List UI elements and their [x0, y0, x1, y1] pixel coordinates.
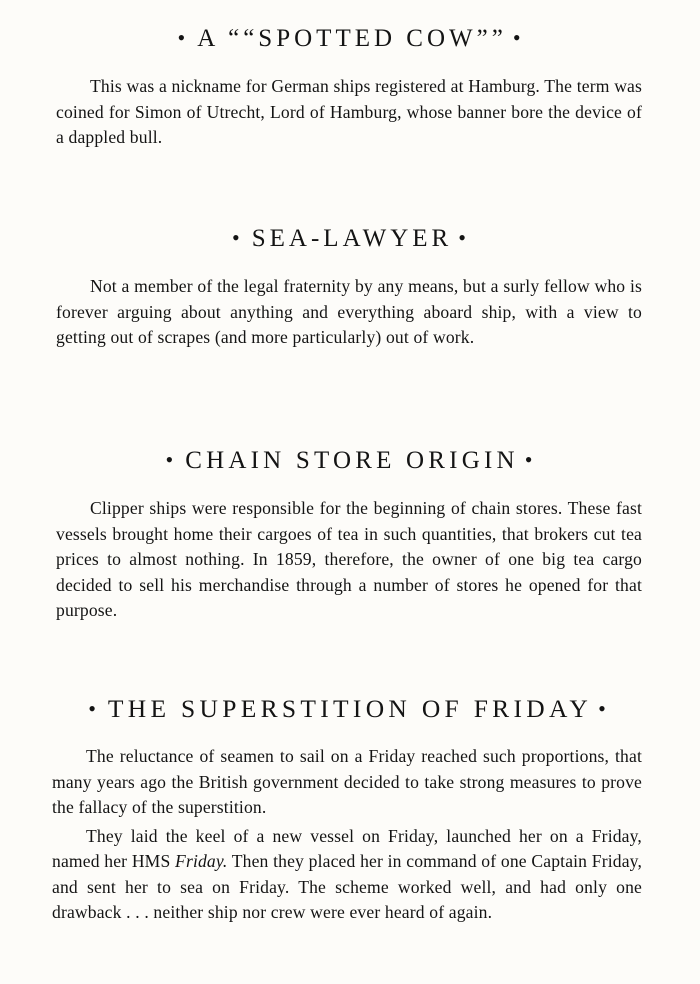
section-body — [56, 274, 642, 351]
section-body — [56, 496, 642, 624]
section-sea-lawyer — [56, 224, 642, 351]
section-spotted-cow — [56, 24, 642, 151]
paragraph: Not a member of the legal fraternity by any means, but a surly fellow who is forever arguing about anything and everything aboard ship, with a view to getting out of scrapes (and more particularly) out of work. — [56, 276, 642, 347]
heading-text: SEA-LAWYER — [251, 225, 453, 252]
paragraph: This was a nickname for German ships registered at Hamburg. The term was coined for Simon of Utrecht, Lord of Hamburg, whose banner bore the device of a dappled bull. — [56, 76, 642, 147]
section-heading — [52, 694, 642, 724]
ship-name: Friday. — [175, 851, 228, 872]
heading-text: THE SUPERSTITION OF FRIDAY — [107, 694, 593, 723]
bullet-icon: • — [88, 696, 96, 722]
bullet-icon: • — [458, 225, 466, 251]
bullet-icon: • — [512, 25, 521, 51]
section-chain-store-origin — [56, 446, 642, 624]
section-heading — [56, 446, 642, 476]
section-body — [52, 744, 642, 926]
paragraph-text: They laid the keel of a new vessel on Friday, launched her on a Friday, named her HMS — [52, 825, 642, 872]
section-body — [56, 74, 642, 151]
paragraph: The reluctance of seamen to sail on a Friday reached such proportions, that many years ago the British government decided to take strong measures to prove the fallacy of the superstition. — [52, 746, 642, 818]
paragraph: Clipper ships were responsible for the beginning of chain stores. These fast vessels brought home their cargoes of tea in such quantities, that brokers cut tea prices to almost nothing. In 1859, therefore, the owner of one big tea cargo decided to sell his merchandise through a number of stores he opened for that purpose. — [56, 498, 642, 620]
bullet-icon: • — [524, 447, 533, 473]
paragraph-text: Then they placed her in command of one Captain Friday, and sent her to sea on Friday. The scheme worked well, and had only one drawback . . . neither ship nor crew were ever heard of again. — [52, 851, 643, 923]
paragraph — [52, 824, 642, 926]
section-heading — [56, 224, 642, 254]
bullet-icon: • — [598, 696, 606, 722]
section-superstition-of-friday — [52, 694, 642, 926]
heading-text: A ““SPOTTED COW”” — [197, 25, 507, 52]
bullet-icon: • — [177, 25, 186, 51]
heading-text: CHAIN STORE ORIGIN — [185, 447, 519, 474]
section-heading — [56, 24, 642, 54]
bullet-icon: • — [232, 225, 240, 251]
bullet-icon: • — [165, 447, 174, 473]
